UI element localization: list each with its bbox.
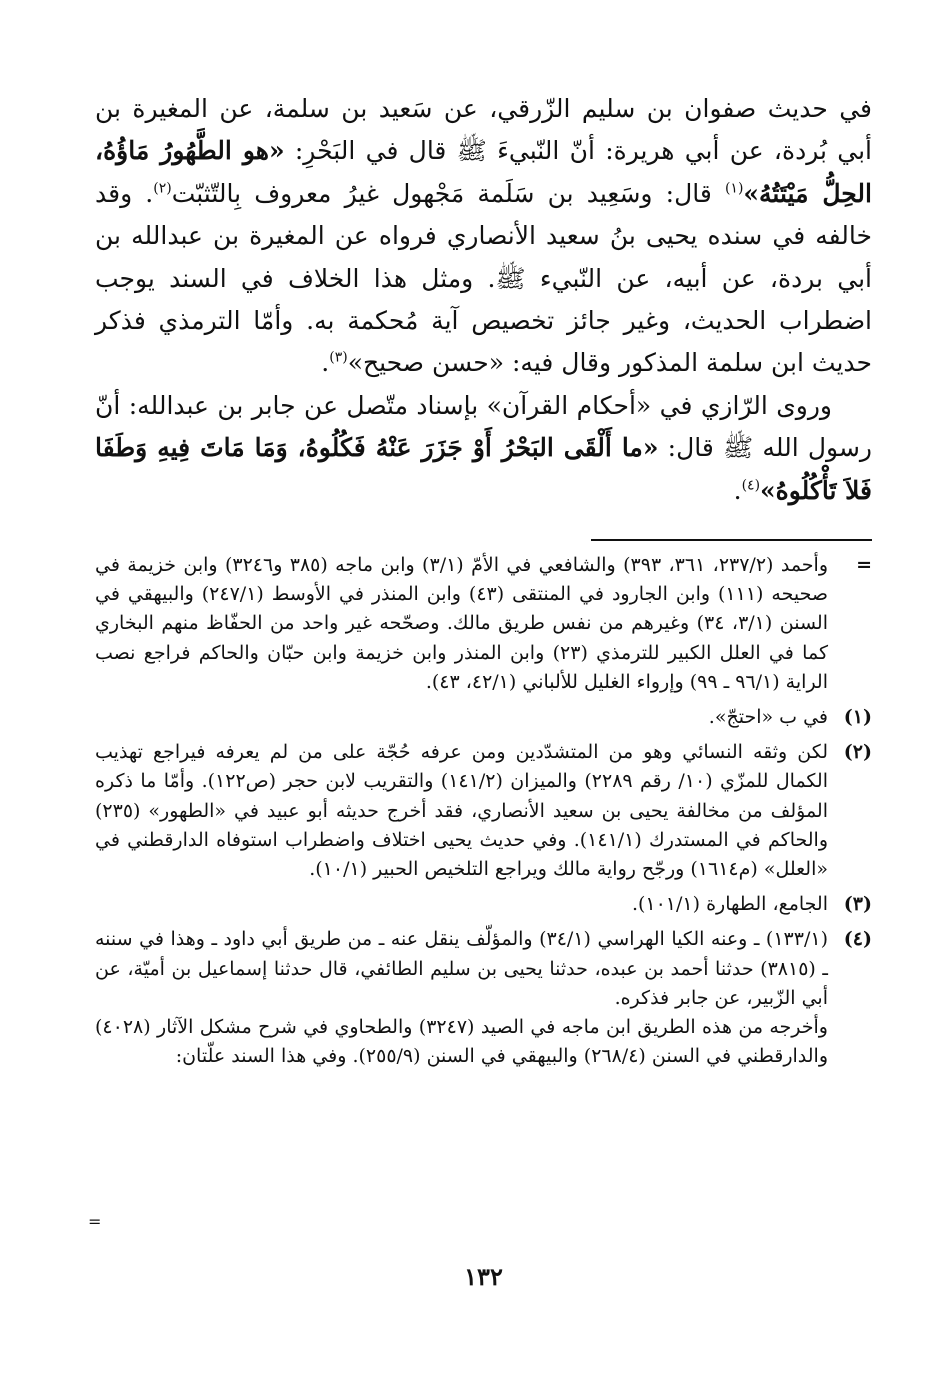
footnote — [95, 925, 872, 1071]
footnote — [95, 890, 872, 919]
book-page — [88, 88, 872, 1328]
text-run: وروى الرّازي في «أحكام القرآن» بإسناد متّصل عن جابر بن عبدالله: أنّ رسول الله ﷺ قال: — [95, 390, 872, 463]
main-paragraph — [95, 385, 872, 512]
footnote — [95, 703, 872, 732]
footnote-mark: (١) — [843, 706, 872, 729]
footnote-mark: (٢) — [843, 741, 872, 764]
text-run: . وقد خالفه في سنده يحيى بنُ سعيد الأنصاري فرواه عن المغيرة بن عبدالله بن أبي بردة، عن أبيه، عن النّبيء ﷺ. ومثل هذا الخلاف في السند يوجب اضطراب الحديث، وغير جائز تخصيص آية مُحكمة به. وأمّا الترمذي فذكر حديث ابن سلمة المذكور وقال فيه: «حسن صحيح» — [95, 178, 872, 378]
footnote-reference: (٢) — [153, 180, 172, 197]
footnote-reference: (١) — [724, 180, 744, 197]
footnote-text: في ب «احتجّ». — [708, 706, 828, 729]
hadith-quote: «ما أَلْقَى البَحْرُ أَوْ جَزَرَ عَنْهُ فَكُلُوهُ، وَمَا مَاتَ فِيهِ وَطَفَا فَلاَ تَأْكُلُوهُ» — [95, 433, 872, 505]
text-run: قال: وسَعِيد بن سَلَمة مَجْهول غيرُ معروف بِالتّثبّت — [171, 178, 725, 208]
footnote-text: وأخرجه من هذه الطريق ابن ماجه في الصيد (٣٢٤٧) والطحاوي في شرح مشكل الآثار (٤٠٢٨) والدارقطني في السنن (٢٦٨/٤) والبيهقي في السنن (٢٥٥/٩). وفي هذا السند علّتان: — [95, 1016, 828, 1068]
main-text — [95, 88, 872, 512]
footnote-mark: (٣) — [843, 893, 872, 916]
text-run: . — [321, 348, 330, 378]
footnote-text: وأحمد (٢٣٧/٢، ٣٦١، ٣٩٣) والشافعي في الأمّ (٣/١) وابن ماجه (٣٨٥ و٣٢٤٦) وابن خزيمة في صحيحه (١١١) وابن الجارود في المنتقى (٤٣) وابن المنذر في الأوسط (٢٤٧/١) والبيهقي في السنن (٣/١، ٣٤) وغيرهم من نفس طريق مالك. وصحّحه غير واحد من الحفّاظ منهم البخاري كما في العلل الكبير للترمذي (٢٣) وابن المنذر وابن خزيمة وابن حبّان والحاكم فراجع نصب الراية (٩٦/١ ـ ٩٩) وإرواء الغليل للألباني (٤٢/١، ٤٣). — [95, 554, 829, 693]
footnote — [95, 551, 872, 697]
continuation-mark: = — [88, 1212, 102, 1231]
footnotes — [95, 551, 872, 1071]
footnote — [95, 738, 872, 884]
footnote-text: الجامع، الطهارة (١٠١/١). — [631, 893, 828, 916]
footnote-reference: (٣) — [329, 350, 348, 367]
footnote-reference: (٤) — [741, 477, 761, 494]
text-run: في حديث صفوان بن سليم الزّرقي، عن سَعيد بن سلمة، عن المغيرة بن أبي بُردة، عن أبي هريرة: أنّ النّبيءَ ﷺ قال في البَحْرِ: — [95, 94, 872, 166]
footnote-mark: = — [856, 554, 872, 576]
footnote-text: (١٣٣/١) ـ وعنه الكيا الهراسي (٣٤/١) والمؤلّف ينقل عنه ـ من طريق أبي داود ـ وهذا في سننه ـ (٣٨١٥) حدثنا أحمد بن عبده، حدثنا يحيى بن سليم الطائفي، قال حدثنا إسماعيل بن أميّة، عن أبي الزّبير، عن جابر فذكره. — [95, 928, 828, 1009]
text-run: . — [733, 475, 742, 505]
footnote-separator — [591, 539, 872, 541]
page-number: ١٣٢ — [464, 1262, 503, 1291]
main-paragraph — [95, 88, 872, 385]
footnote-text: لكن وثقه النسائي وهو من المتشدّدين ومن عرفه حُجّة على من لم يعرفه فيراجع تهذيب الكمال للمزّي (١٠/ رقم ٢٢٨٩) والميزان (١٤١/٢) والتقريب لابن حجر (ص١٢٢). وأمّا ما ذكره المؤلف من مخالفة يحيى بن سعيد الأنصاري، فقد أخرج حديثه أبو عبيد في «الطهور» (٢٣٥) والحاكم في المستدرك (١٤١/١). وفي حديث يحيى اختلاف واضطراب استوفاه الدارقطني في «العلل» (م١٦١٤) ورجّح رواية مالك ويراجع التلخيص الحبير (١٠/١). — [95, 741, 828, 881]
hadith-quote: «هو الطَّهُورُ مَاؤُهُ، الحِلُّ مَيْتَتُهُ» — [95, 136, 872, 208]
footnote-mark: (٤) — [843, 928, 872, 951]
